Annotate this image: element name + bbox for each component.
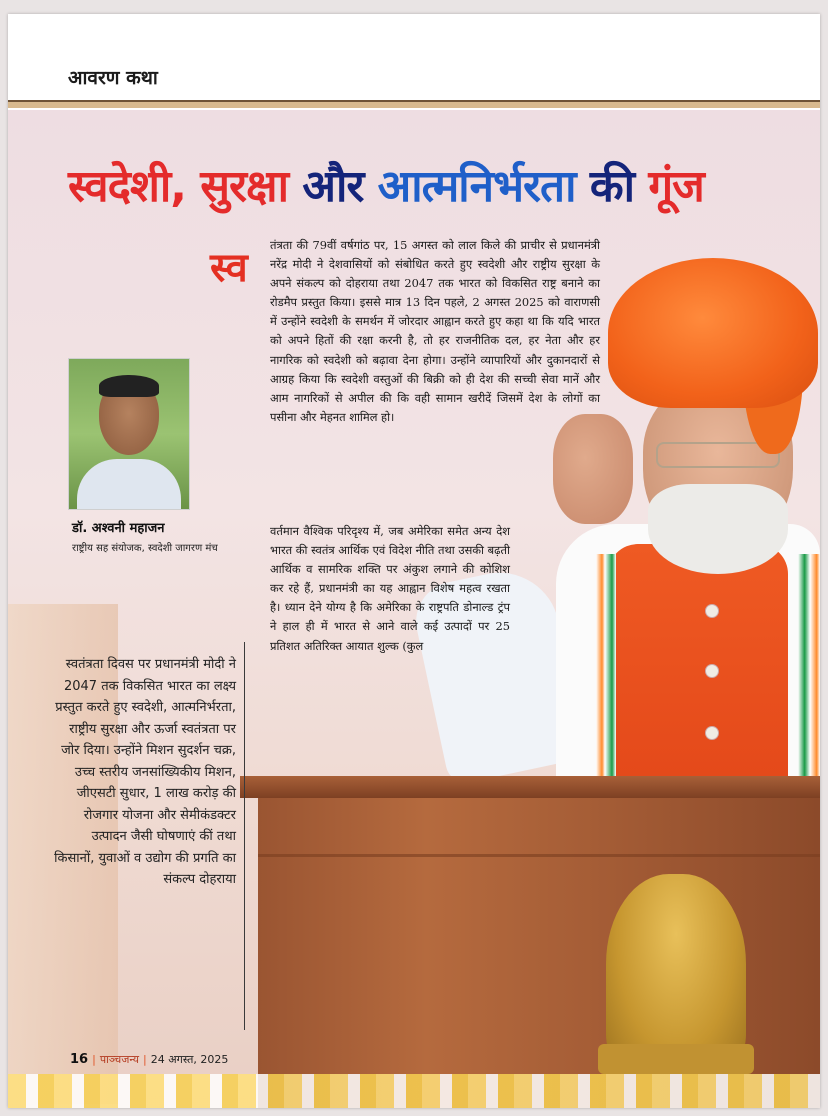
speaker-beard: [648, 484, 788, 574]
emblem-base: [598, 1044, 754, 1074]
vest-button: [705, 726, 719, 740]
page-footer: [70, 1052, 228, 1067]
pull-quote-rule: [244, 642, 245, 1030]
author-hair: [99, 375, 159, 397]
page-number: 16: [70, 1052, 89, 1067]
raised-fist: [553, 414, 633, 524]
page-header: [8, 14, 820, 110]
title-word-goonj: गूंज: [648, 161, 704, 212]
title-word-atmanirbharta: आत्मनिर्भरता: [377, 161, 590, 212]
author-role: राष्ट्रीय सह संयोजक, स्वदेशी जागरण मंच: [72, 543, 218, 554]
article-paragraph-1: तंत्रता की 79वीं वर्षगांठ पर, 15 अगस्त को लाल किले की प्राचीर से प्रधानमंत्री नरेंद्र मोदी ने देशवासियों को संबोधित करते हुए स्वदेशी और राष्ट्रीय सुरक्षा के अपने संकल्प को दोहराया तथा 2047 तक भारत को विकसित राष्ट्र बनाने का रोडमैप प्रस्तुत किया। इससे मात्र 13 दिन पहले, 2 अगस्त 2025 को वाराणसी में उन्होंने स्वदेशी के समर्थन में जोरदार आह्वान करते हुए कहा था कि यदि भारत को अपने हितों की रक्षा करनी है, तो हर राजनीतिक दल, हर नेता और हर नागरिक को स्वदेशी को बढ़ावा देना होगा। उन्होंने व्यापारियों और दुकानदारों से आग्रह किया कि स्वदेशी वस्तुओं की बिक्री को ही देश की सच्ची सेवा मानें और आम नागरिकों से अपील की कि वही सामान खरीदें जिसमें देश के लोगों का पसीना और मेहनत शामिल हो।: [270, 238, 600, 424]
article-title: [68, 154, 788, 214]
marigold-flowers: [8, 1074, 820, 1108]
magazine-page: [8, 14, 820, 1108]
title-word-suraksha: सुरक्षा: [200, 161, 303, 212]
author-name: डॉ. अश्वनी महाजन: [72, 521, 165, 536]
vest-button: [705, 604, 719, 618]
pull-quote: स्वतंत्रता दिवस पर प्रधानमंत्री मोदी ने 2047 तक विकसित भारत का लक्ष्य प्रस्तुत करते हुए स्वदेशी, आत्मनिर्भरता, राष्ट्रीय सुरक्षा और ऊर्जा स्वतंत्रता पर जोर दिया। उन्होंने मिशन सुदर्शन चक्र, उच्च स्तरीय जनसांख्यिकीय मिशन, जीएसटी सुधार, 1 लाख करोड़ की रोजगार योजना और सेमीकंडक्टर उत्पादन जैसी घोषणाएं कीं तथा किसानों, युवाओं व उद्योग की प्रगति का संकल्प दोहराया: [54, 657, 236, 887]
drop-cap: स्व: [210, 245, 248, 291]
vest-button: [705, 664, 719, 678]
title-word-ki: की: [589, 161, 649, 212]
podium-crack: [258, 854, 820, 857]
footer-separator: |: [92, 1053, 96, 1066]
issue-date: 24 अगस्त, 2025: [150, 1053, 229, 1066]
podium-top: [240, 776, 820, 798]
author-photo: [68, 358, 190, 510]
tricolor-scarf-right: [798, 554, 820, 784]
speaker-vest: [608, 544, 788, 784]
section-label: आवरण कथा: [68, 67, 158, 89]
magazine-name: पाञ्चजन्य: [99, 1053, 140, 1066]
article-body-column: [270, 236, 600, 427]
saffron-turban: [608, 258, 818, 408]
header-band: [8, 102, 820, 108]
footer-separator: |: [143, 1053, 147, 1066]
tricolor-scarf-left: [596, 554, 616, 784]
article-paragraph-2: वर्तमान वैश्विक परिदृश्य में, जब अमेरिका समेत अन्य देश भारत की स्वतंत्र आर्थिक एवं विदेश नीति तथा उसकी बढ़ती आर्थिक व सामरिक शक्ति पर अंकुश लगाने की कोशिश कर रहे हैं, प्रधानमंत्री का यह आह्वान विशेष महत्व रखता है। ध्यान देने योग्य है कि अमेरिका के राष्ट्रपति डोनाल्ड ट्रंप ने हाल ही में भारत से आने वाले कई उत्पादों पर 25 प्रतिशत अतिरिक्त आयात शुल्क (कुल: [270, 524, 510, 653]
title-word-swadeshi: स्वदेशी,: [68, 161, 201, 212]
author-shirt: [77, 459, 181, 509]
title-word-aur: और: [302, 161, 378, 212]
